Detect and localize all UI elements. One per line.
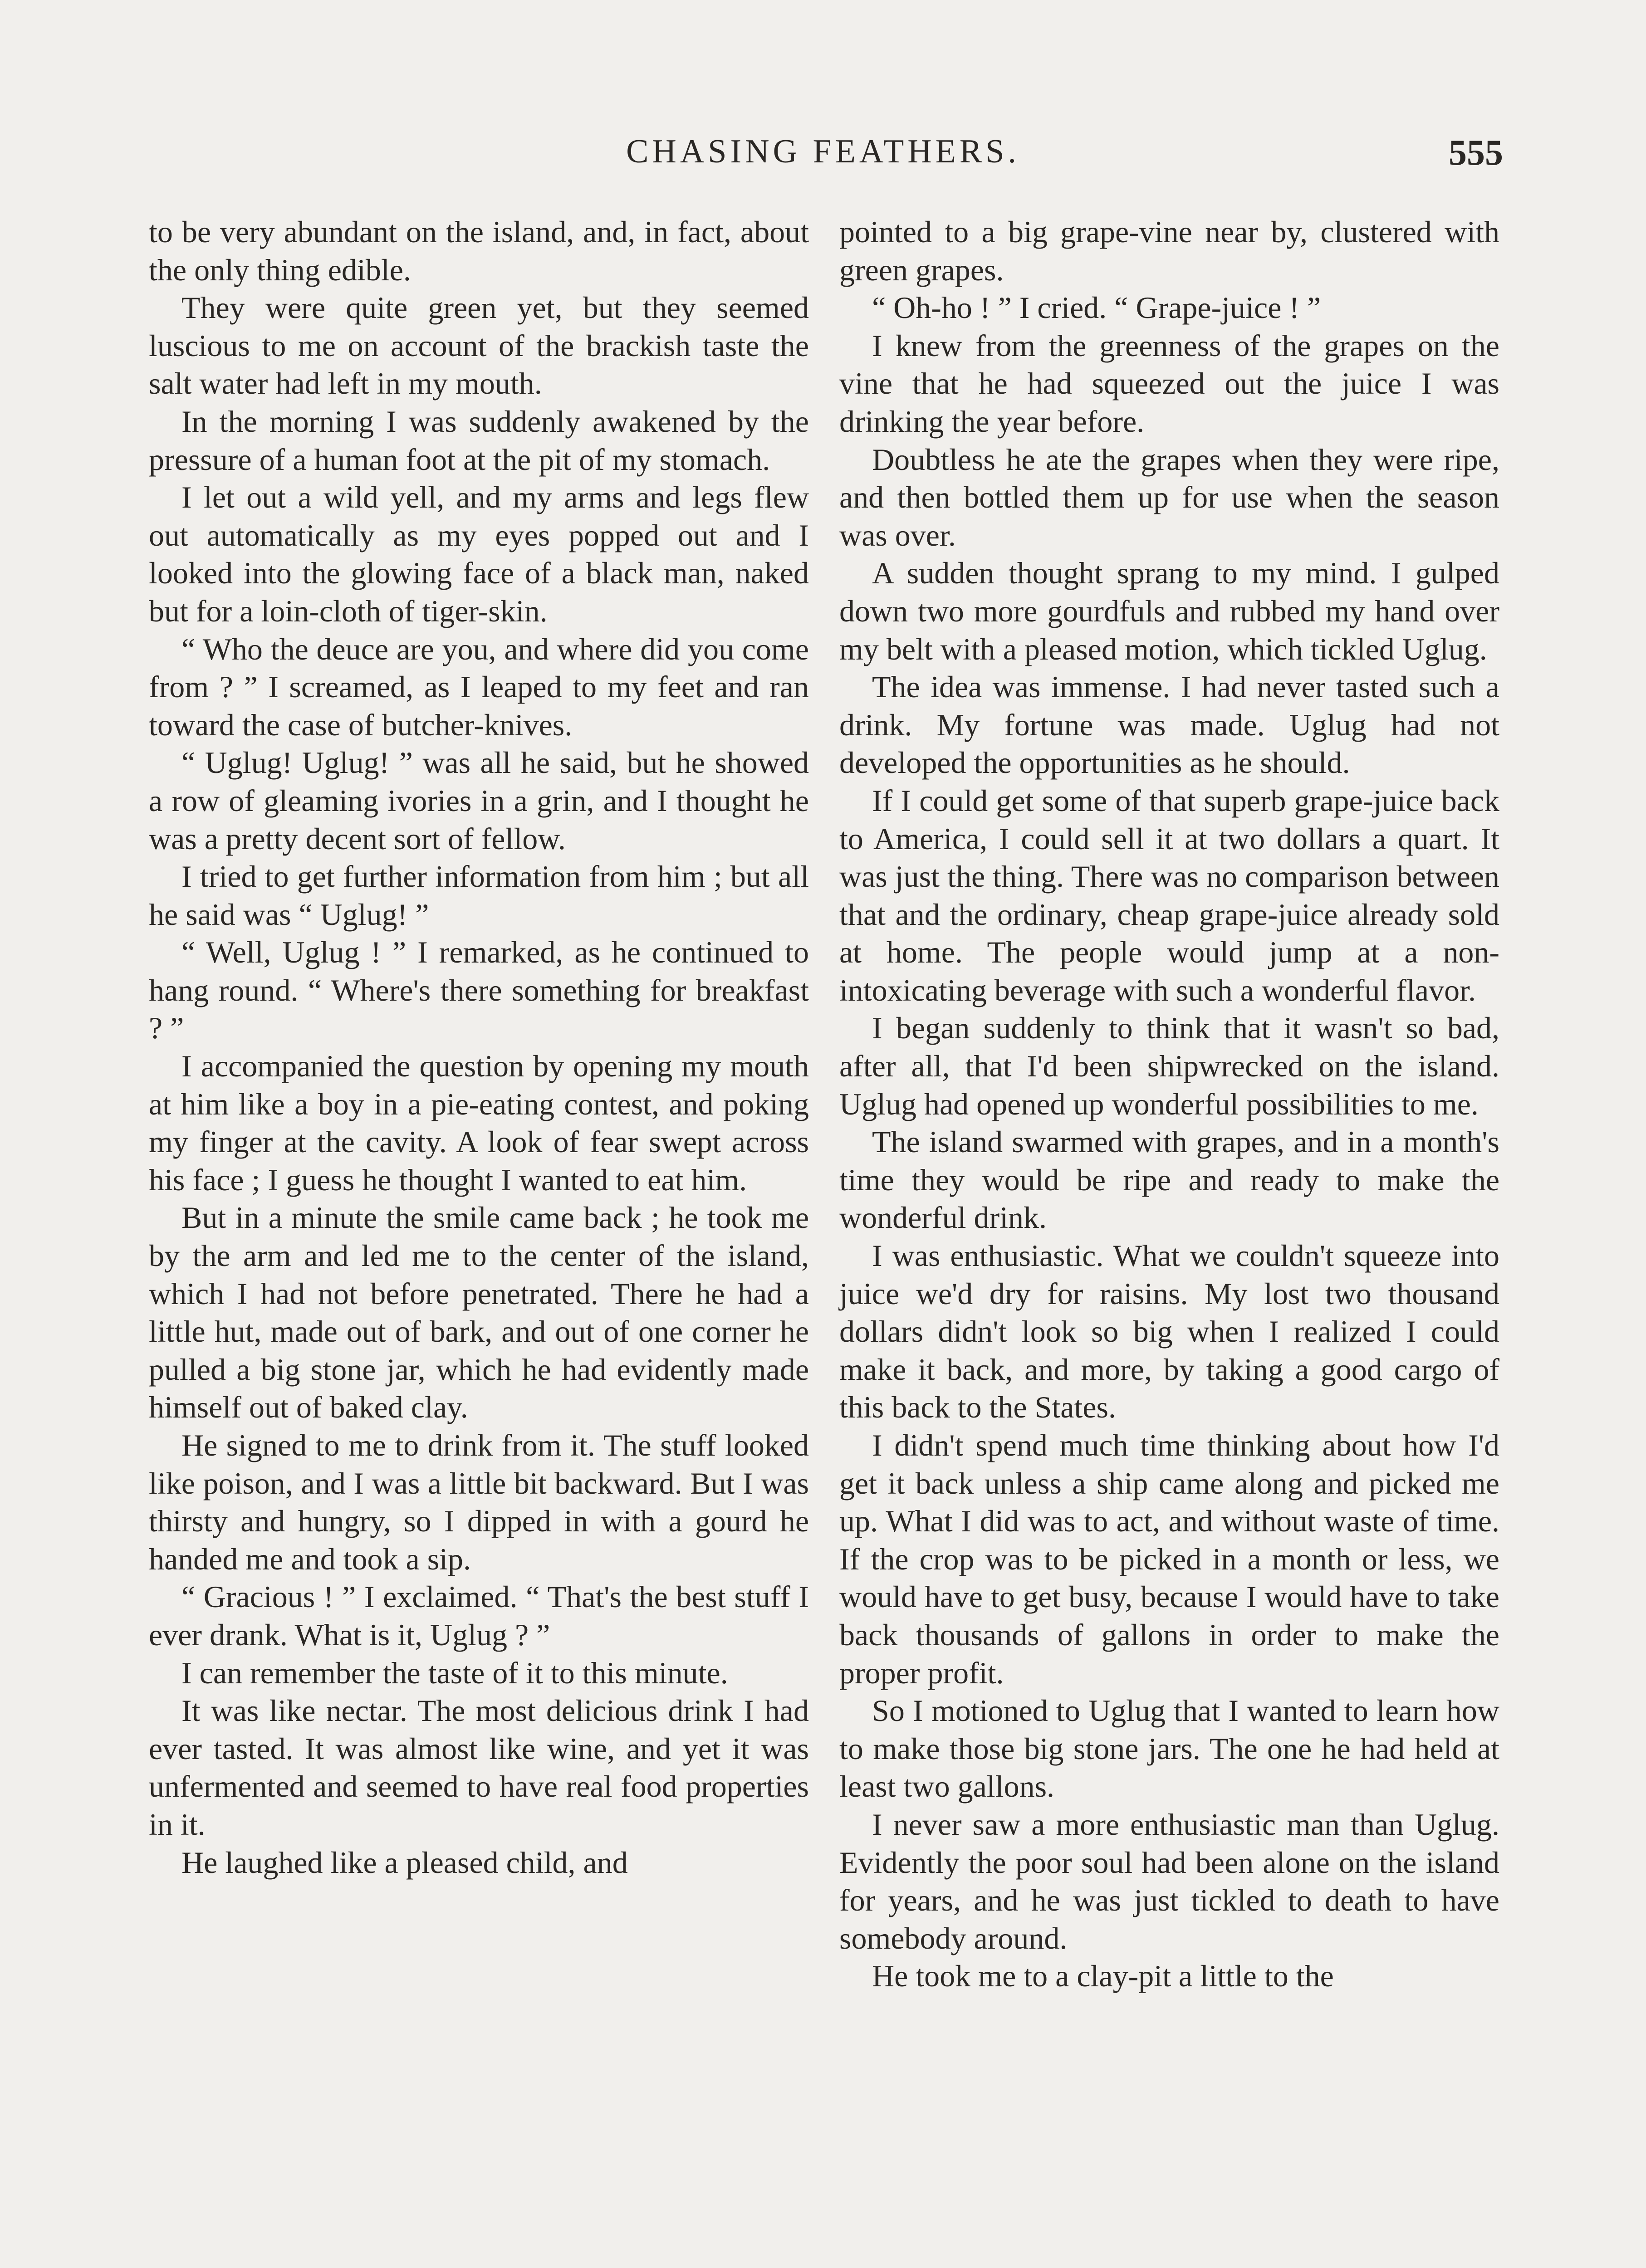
paragraph: The island swarmed with grapes, and in a month's time they would be ripe and ready to make the wonderful drink.: [839, 1124, 1499, 1235]
paragraph: But in a minute the smile came back ; he took me by the arm and led me to the center of the island, which I had not before penetrated. There he had a little hut, made out of bark, and out of one corner he pulled a big stone jar, which he had evidently made himself out of baked clay.: [149, 1200, 809, 1425]
paragraph: So I motioned to Uglug that I wanted to learn how to make those big stone jars. The one he had held at least two gallons.: [839, 1693, 1499, 1804]
paragraph: to be very abundant on the island, and, in fact, about the only thing edible.: [149, 215, 809, 287]
paragraph: A sudden thought sprang to my mind. I gulped down two more gourdfuls and rubbed my hand over my belt with a pleased motion, which tickled Uglug.: [839, 556, 1499, 666]
paragraph: They were quite green yet, but they seemed luscious to me on account of the brackish taste the salt water had left in my mouth.: [149, 290, 809, 401]
paragraph: I can remember the taste of it to this minute.: [181, 1655, 728, 1690]
paragraph: He laughed like a pleased child, and: [181, 1845, 628, 1880]
paragraph: I knew from the greenness of the grapes on the vine that he had squeezed out the juice I was drinking the year before.: [839, 328, 1499, 439]
page-number: 555: [1449, 133, 1503, 173]
running-title: CHASING FEATHERS.: [626, 133, 1020, 170]
paragraph: It was like nectar. The most delicious drink I had ever tasted. It was almost like wine, and yet it was unfermented and seemed to have real food properties in it.: [149, 1693, 809, 1842]
paragraph: “ Oh-ho ! ” I cried. “ Grape-juice ! ”: [872, 290, 1321, 325]
paragraph: I let out a wild yell, and my arms and legs flew out automatically as my eyes popped out and I looked into the glowing face of a black man, naked but for a loin-cloth of tiger-skin.: [149, 480, 809, 628]
paragraph: I was enthusiastic. What we couldn't squeeze into juice we'd dry for raisins. My lost two thousand dollars didn't look so big when I realized I could make it back, and more, by taking a good cargo of this back to the States.: [839, 1238, 1499, 1425]
paragraph: If I could get some of that superb grape-juice back to America, I could sell it at two dollars a quart. It was just the thing. There was no comparison between that and the ordinary, cheap grape-juice already sold at home. The people would jump at a non-intoxicating beverage with such a wonderful flavor.: [839, 783, 1499, 1007]
left-column: [149, 213, 809, 1882]
paragraph: “ Uglug! Uglug! ” was all he said, but he showed a row of gleaming ivories in a grin, and I thought he was a pretty decent sort of fellow.: [149, 745, 809, 856]
paragraph: I never saw a more enthusiastic man than Uglug. Evidently the poor soul had been alone on the island for years, and he was just tickled to death to have somebody around.: [839, 1807, 1499, 1955]
paragraph: I accompanied the question by opening my mouth at him like a boy in a pie-eating contest, and poking my finger at the cavity. A look of fear swept across his face ; I guess he thought I wanted to eat him.: [149, 1049, 809, 1197]
paragraph: “ Well, Uglug ! ” I remarked, as he continued to hang round. “ Where's there something for breakfast ? ”: [149, 935, 809, 1046]
paragraph: He took me to a clay-pit a little to the: [872, 1959, 1334, 1994]
paragraph: I tried to get further information from him ; but all he said was “ Uglug! ”: [149, 859, 809, 932]
paragraph: Doubtless he ate the grapes when they were ripe, and then bottled them up for use when the season was over.: [839, 442, 1499, 552]
paragraph: In the morning I was suddenly awakened by the pressure of a human foot at the pit of my stomach.: [149, 404, 809, 477]
paragraph: pointed to a big grape-vine near by, clustered with green grapes.: [839, 215, 1499, 287]
paragraph: He signed to me to drink from it. The stuff looked like poison, and I was a little bit backward. But I was thirsty and hungry, so I dipped in with a gourd he handed me and took a sip.: [149, 1428, 809, 1576]
page-header: [0, 132, 1646, 178]
paragraph: “ Who the deuce are you, and where did you come from ? ” I screamed, as I leaped to my feet and ran toward the case of butcher-knives.: [149, 631, 809, 742]
paragraph: “ Gracious ! ” I exclaimed. “ That's the best stuff I ever drank. What is it, Uglug ? ”: [149, 1579, 809, 1652]
paragraph: The idea was immense. I had never tasted such a drink. My fortune was made. Uglug had not developed the opportunities as he should.: [839, 670, 1499, 780]
paragraph: I didn't spend much time thinking about how I'd get it back unless a ship came along and picked me up. What I did was to act, and without waste of time. If the crop was to be picked in a month or less, we would have to get busy, because I would have to take back thousands of gallons in order to make the proper profit.: [839, 1428, 1499, 1690]
right-column: [839, 213, 1499, 1995]
paragraph: I began suddenly to think that it wasn't so bad, after all, that I'd been shipwrecked on the island. Uglug had opened up wonderful possibilities to me.: [839, 1011, 1499, 1121]
